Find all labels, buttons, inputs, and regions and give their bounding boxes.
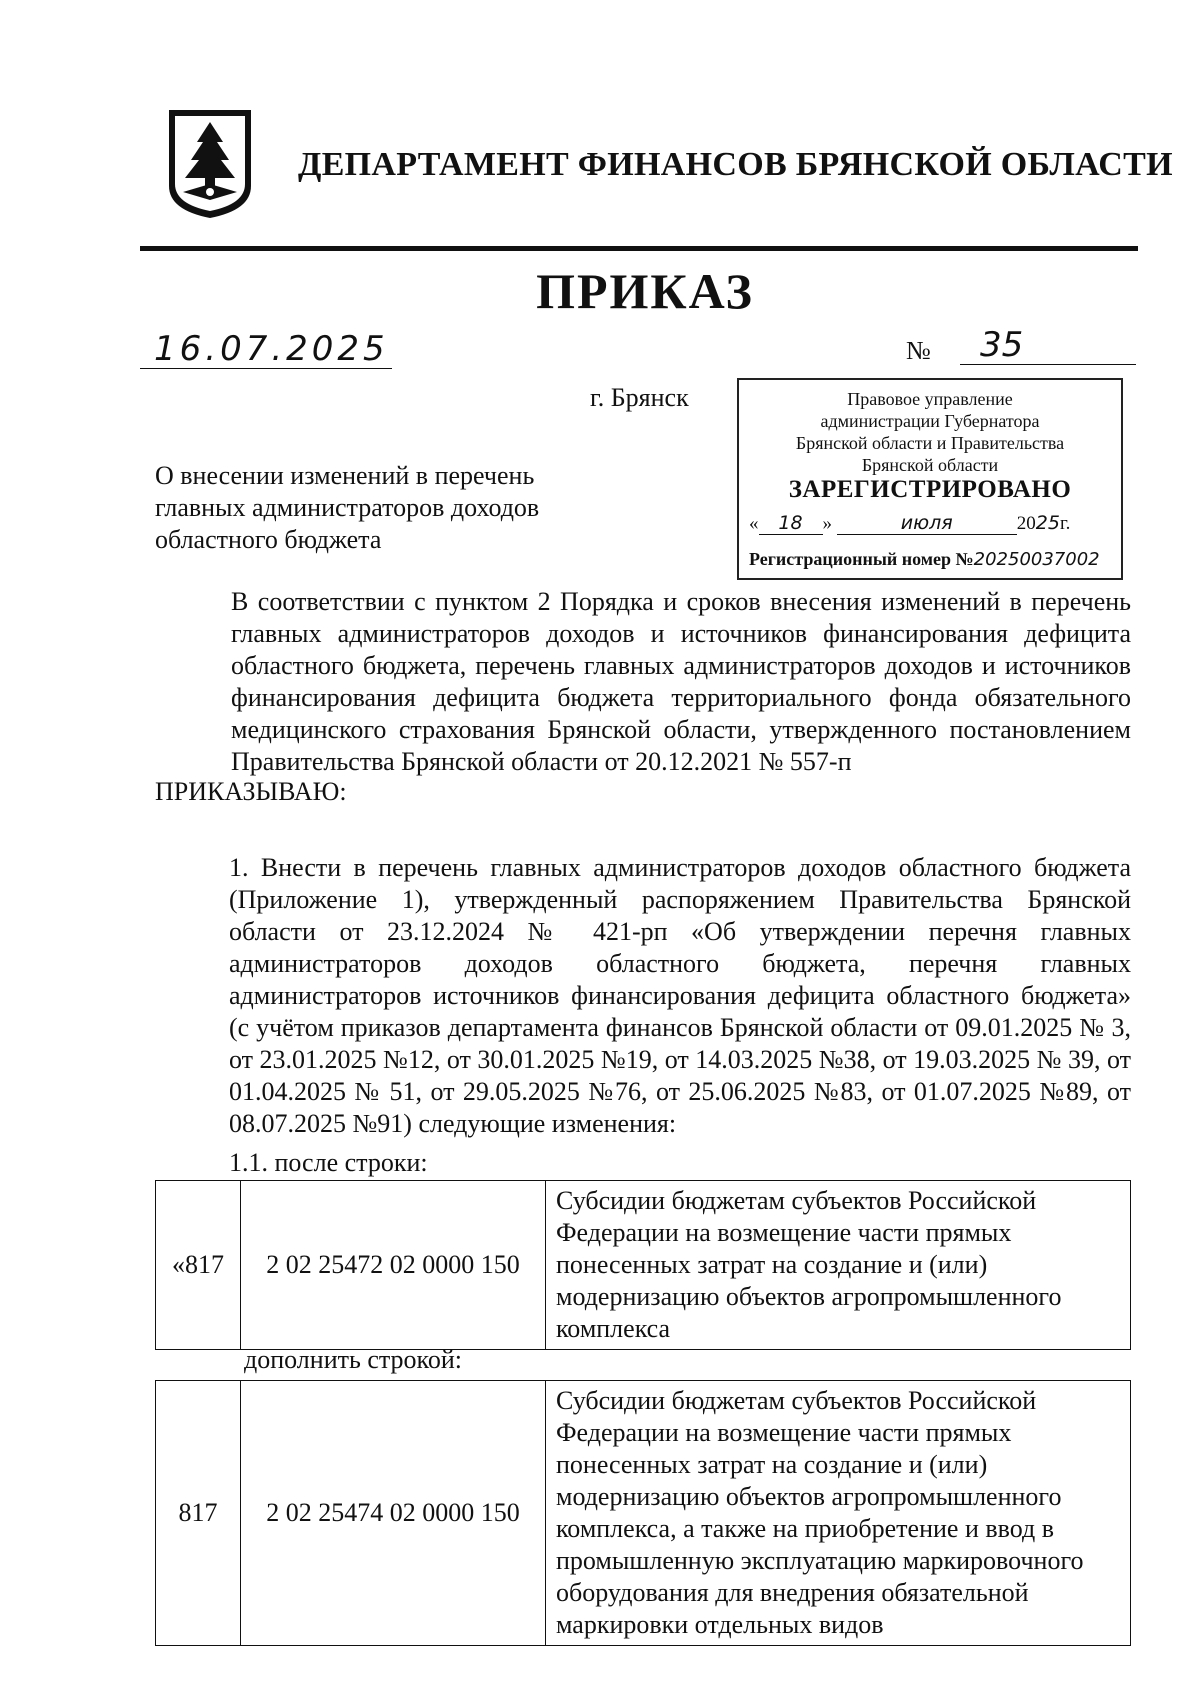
stamp-line: Правовое управление bbox=[847, 389, 1013, 409]
stamp-year-end: г. bbox=[1059, 513, 1071, 534]
order-number: 35 bbox=[960, 326, 1136, 365]
preamble-paragraph bbox=[155, 586, 1131, 778]
cell-kbk: 2 02 25472 02 0000 150 bbox=[241, 1181, 546, 1350]
item-1-text: 1. Внести в перечень главных администраторов доходов областного бюджета (Приложение 1), утвержденный распоряжением Правительства Брянской области от 23.12.2024 № 421-рп «Об утверждении перечня главных администраторов доходов областного бюджета, перечня главных администраторов источников финансирования дефицита областного бюджета» (с учётом приказов департамента финансов Брянской области от 09.01.2025 № 3, от 23.01.2025 №12, от 30.01.2025 №19, от 14.03.2025 №38, от 19.03.2025 № 39, от 01.04.2025 № 51, от 29.05.2025 №76, от 25.06.2025 №83, от 01.07.2025 №89, от 08.07.2025 №91) следующие изменения: bbox=[229, 853, 1131, 1138]
stamp-year-suffix: 25 bbox=[1035, 512, 1060, 534]
table-row bbox=[156, 1181, 1131, 1350]
cell-code: «817 bbox=[156, 1181, 241, 1350]
stamp-year-prefix: 20 bbox=[1016, 513, 1036, 534]
stamp-reg-label: Регистрационный номер № bbox=[749, 549, 974, 569]
table-after-row bbox=[155, 1180, 1131, 1350]
add-row-caption: дополнить строкой: bbox=[244, 1345, 462, 1374]
registration-stamp bbox=[737, 378, 1123, 580]
stamp-status: ЗАРЕГИСТРИРОВАНО bbox=[788, 476, 1072, 503]
stamp-reg-number: 20250037002 bbox=[973, 549, 1100, 570]
subject-line: главных администраторов доходов bbox=[155, 493, 540, 522]
stamp-month: июля bbox=[837, 512, 1017, 535]
order-word: ПРИКАЗЫВАЮ: bbox=[155, 777, 347, 806]
department-title: ДЕПАРТАМЕНТ ФИНАНСОВ БРЯНСКОЙ ОБЛАСТИ bbox=[298, 146, 1173, 183]
table-new-row bbox=[155, 1380, 1131, 1646]
subject-line: О внесении изменений в перечень bbox=[155, 461, 535, 490]
order-number-label: № bbox=[906, 336, 931, 365]
cell-name: Субсидии бюджетам субъектов Российской Федерации на возмещение части прямых понесенных затрат на создание и (или) модернизацию объектов агропромышленного комплекса, а также на приобретение и ввод в промышленную эксплуатацию маркировочного оборудования для внедрения обязательной маркировки отдельных видов bbox=[546, 1381, 1131, 1646]
subject-line: областного бюджета bbox=[155, 525, 382, 554]
stamp-date-line: « 18 » июля 2025г. bbox=[749, 512, 1071, 534]
stamp-line: администрации Губернатора bbox=[820, 411, 1040, 431]
stamp-line: Брянской области и Правительства bbox=[795, 433, 1065, 453]
preamble-text: В соответствии с пунктом 2 Порядка и сроков внесения изменений в перечень главных администраторов доходов и источников финансирования дефицита областного бюджета, перечень главных администраторов доходов и источников финансирования дефицита бюджета территориального фонда обязательного медицинского страхования Брянской области, утвержденного постановлением Правительства Брянской области от 20.12.2021 № 557-п bbox=[231, 587, 1131, 776]
header-divider bbox=[140, 246, 1138, 251]
stamp-day: 18 bbox=[759, 512, 823, 535]
order-date: 16.07.2025 bbox=[140, 330, 392, 369]
stamp-reg-line bbox=[749, 548, 1115, 571]
order-subject bbox=[155, 460, 539, 556]
cell-code: 817 bbox=[156, 1381, 241, 1646]
coat-of-arms-icon bbox=[165, 106, 255, 220]
document-type-title: ПРИКАЗ bbox=[536, 263, 754, 319]
cell-kbk: 2 02 25474 02 0000 150 bbox=[241, 1381, 546, 1646]
stamp-line: Брянской области bbox=[861, 455, 999, 475]
item-1-1: 1.1. после строки: bbox=[229, 1148, 428, 1177]
city: г. Брянск bbox=[590, 383, 689, 412]
item-1-paragraph bbox=[155, 852, 1131, 1140]
cell-name: Субсидии бюджетам субъектов Российской Федерации на возмещение части прямых понесенных затрат на создание и (или) модернизацию объектов агропромышленного комплекса bbox=[546, 1181, 1131, 1350]
table-row bbox=[156, 1381, 1131, 1646]
